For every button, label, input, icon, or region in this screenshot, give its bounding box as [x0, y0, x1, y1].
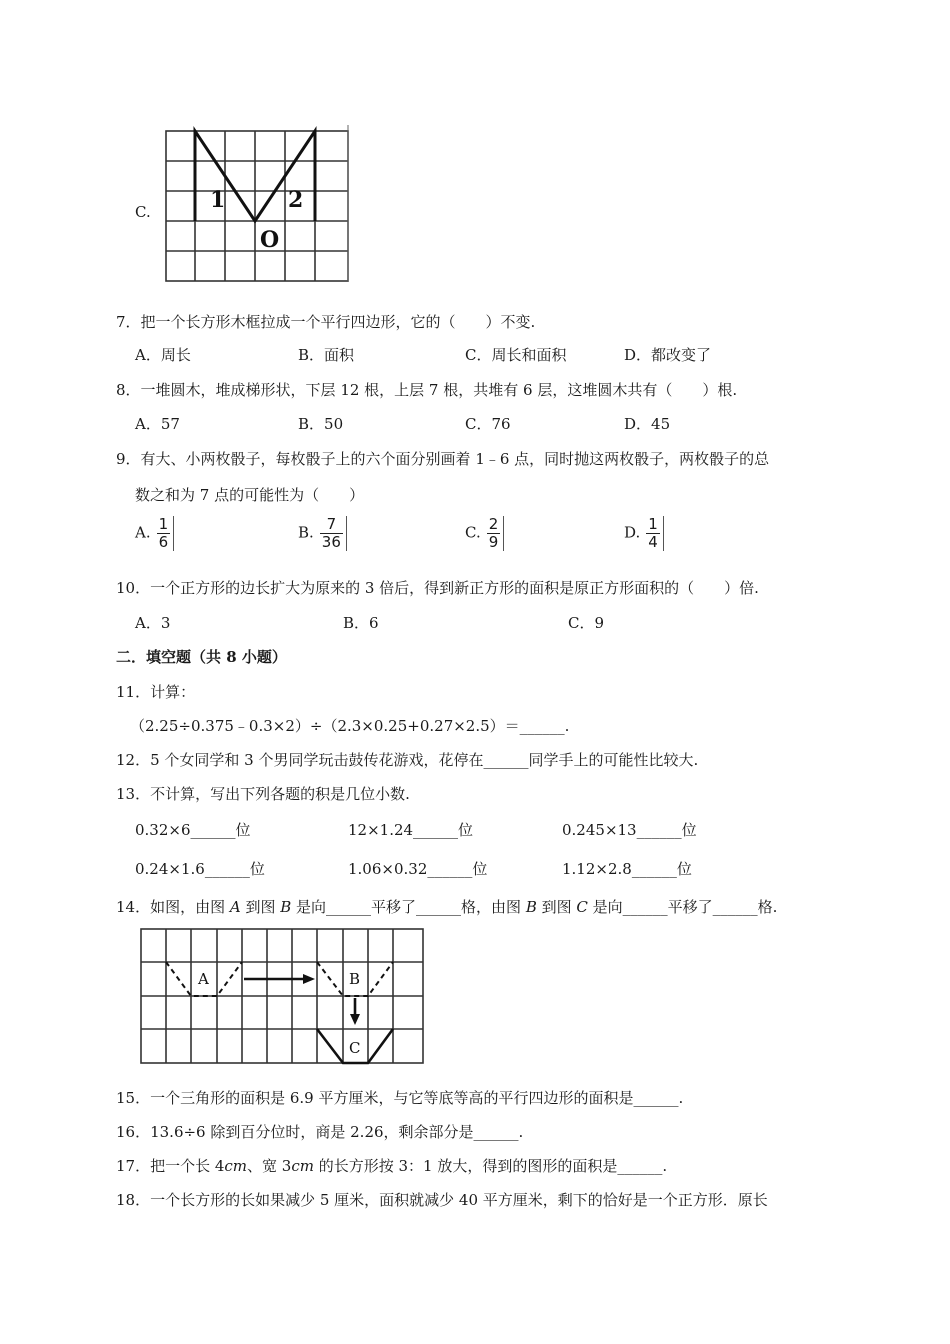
q13-item-2: 12×1.24______位	[348, 821, 474, 839]
q12-stem: 12．5 个女同学和 3 个男同学玩击鼓传花游戏，花停在______同学手上的可能性比较大.	[116, 751, 699, 769]
q9-option-b-fraction	[320, 516, 347, 551]
q6-fig-label-2: 2	[288, 187, 304, 213]
q14-var-b: B	[280, 898, 292, 916]
q9-stem-line1: 9．有大、小两枚骰子，每枚骰子上的六个面分别画着 1﹣6 点，同时抛这两枚骰子，两枚骰子的总	[116, 450, 770, 468]
q8-option-a: A．57	[135, 415, 180, 433]
q14-var-c: C	[576, 898, 588, 916]
q10-option-c: C．9	[568, 614, 605, 632]
q7-option-d: D．都改变了	[624, 346, 712, 364]
q9-option-c	[465, 516, 504, 551]
q14-var-a: A	[229, 898, 241, 916]
q11-expression: （2.25÷0.375﹣0.3×2）÷（2.3×0.25+0.27×2.5）＝______.	[130, 717, 570, 735]
q9-option-d	[624, 516, 664, 551]
numerator: 1	[158, 515, 169, 533]
denominator: 6	[158, 533, 169, 551]
q17-text-3: 的长方形按 3：1 放大，得到的图形的面积是______.	[313, 1157, 668, 1175]
q13-item-6: 1.12×2.8______位	[562, 860, 692, 878]
q10-option-b: B．6	[343, 614, 379, 632]
q9-option-d-fraction	[646, 516, 664, 551]
q17-unit-2: cm	[291, 1157, 314, 1175]
section-title-fill-in: 二．填空题（共 8 小题）	[116, 648, 287, 666]
q14-text-2: 到图	[240, 898, 281, 916]
q13-stem: 13．不计算，写出下列各题的积是几位小数.	[116, 785, 410, 803]
q13-item-5: 1.06×0.32______位	[348, 860, 488, 878]
q14-fig-label-c: C	[349, 1039, 361, 1057]
q8-option-c: C．76	[465, 415, 511, 433]
q17-text-2: 、宽 3	[247, 1157, 292, 1175]
q14-fig-label-a: A	[198, 970, 209, 988]
q7-option-a: A．周长	[135, 346, 191, 364]
q6-grid-figure	[162, 125, 352, 285]
q14-var-b2: B	[525, 898, 537, 916]
q9-option-c-fraction	[487, 516, 505, 551]
denominator: 9	[488, 533, 499, 551]
q13-item-1: 0.32×6______位	[135, 821, 251, 839]
q17-unit-1: cm	[224, 1157, 248, 1175]
q14-stem	[116, 897, 777, 917]
denominator: 36	[321, 533, 341, 551]
numerator: 7	[320, 516, 343, 534]
q14-text-4: 到图	[536, 898, 577, 916]
q13-item-3: 0.245×13______位	[562, 821, 697, 839]
q9-option-a-fraction	[157, 516, 175, 551]
q7-option-c: C．周长和面积	[465, 346, 567, 364]
q9-option-c-label: C.	[465, 523, 481, 542]
q10-stem: 10．一个正方形的边长扩大为原来的 3 倍后，得到新正方形的面积是原正方形面积的（ ）倍.	[116, 579, 759, 597]
q11-stem: 11．计算：	[116, 683, 196, 701]
q14-translation-figure	[135, 925, 425, 1069]
q14-text-1: 14．如图，由图	[116, 898, 230, 916]
q18-stem: 18．一个长方形的长如果减少 5 厘米，面积就减少 40 平方厘米，剩下的恰好是一个正方形．原长	[116, 1191, 768, 1209]
q6-fig-label-1: 1	[210, 187, 226, 213]
q8-option-b: B．50	[298, 415, 344, 433]
q15-stem: 15．一个三角形的面积是 6.9 平方厘米，与它等底等高的平行四边形的面积是______.	[116, 1089, 684, 1107]
numerator: 2	[488, 515, 499, 533]
q17-text-1: 17．把一个长 4	[116, 1157, 225, 1175]
q7-stem: 7．把一个长方形木框拉成一个平行四边形，它的（ ）不变.	[116, 313, 536, 331]
q7-option-b: B．面积	[298, 346, 355, 364]
q6-fig-label-o: O	[260, 227, 280, 253]
q14-text-5: 是向______平移了______格.	[587, 898, 778, 916]
q17-stem	[116, 1156, 667, 1176]
numerator: 1	[648, 515, 658, 533]
q9-stem-line2: 数之和为 7 点的可能性为（ ）	[135, 486, 365, 504]
denominator: 4	[648, 533, 658, 551]
q9-option-b	[298, 516, 347, 551]
q9-option-b-label: B.	[298, 523, 314, 542]
q13-item-4: 0.24×1.6______位	[135, 860, 265, 878]
q9-option-a	[135, 516, 174, 551]
q9-option-a-label: A.	[135, 523, 151, 542]
q8-stem: 8．一堆圆木，堆成梯形状，下层 12 根，上层 7 根，共堆有 6 层，这堆圆木共有（ ）根.	[116, 381, 738, 399]
q8-option-d: D．45	[624, 415, 671, 433]
q6-option-c-label: C.	[135, 203, 151, 221]
q14-text-3: 是向______平移了______格，由图	[291, 898, 526, 916]
q10-option-a: A．3	[135, 614, 171, 632]
q14-fig-label-b: B	[349, 970, 361, 988]
q16-stem: 16．13.6÷6 除到百分位时，商是 2.26，剩余部分是______.	[116, 1123, 524, 1141]
q9-option-d-label: D.	[624, 523, 641, 542]
